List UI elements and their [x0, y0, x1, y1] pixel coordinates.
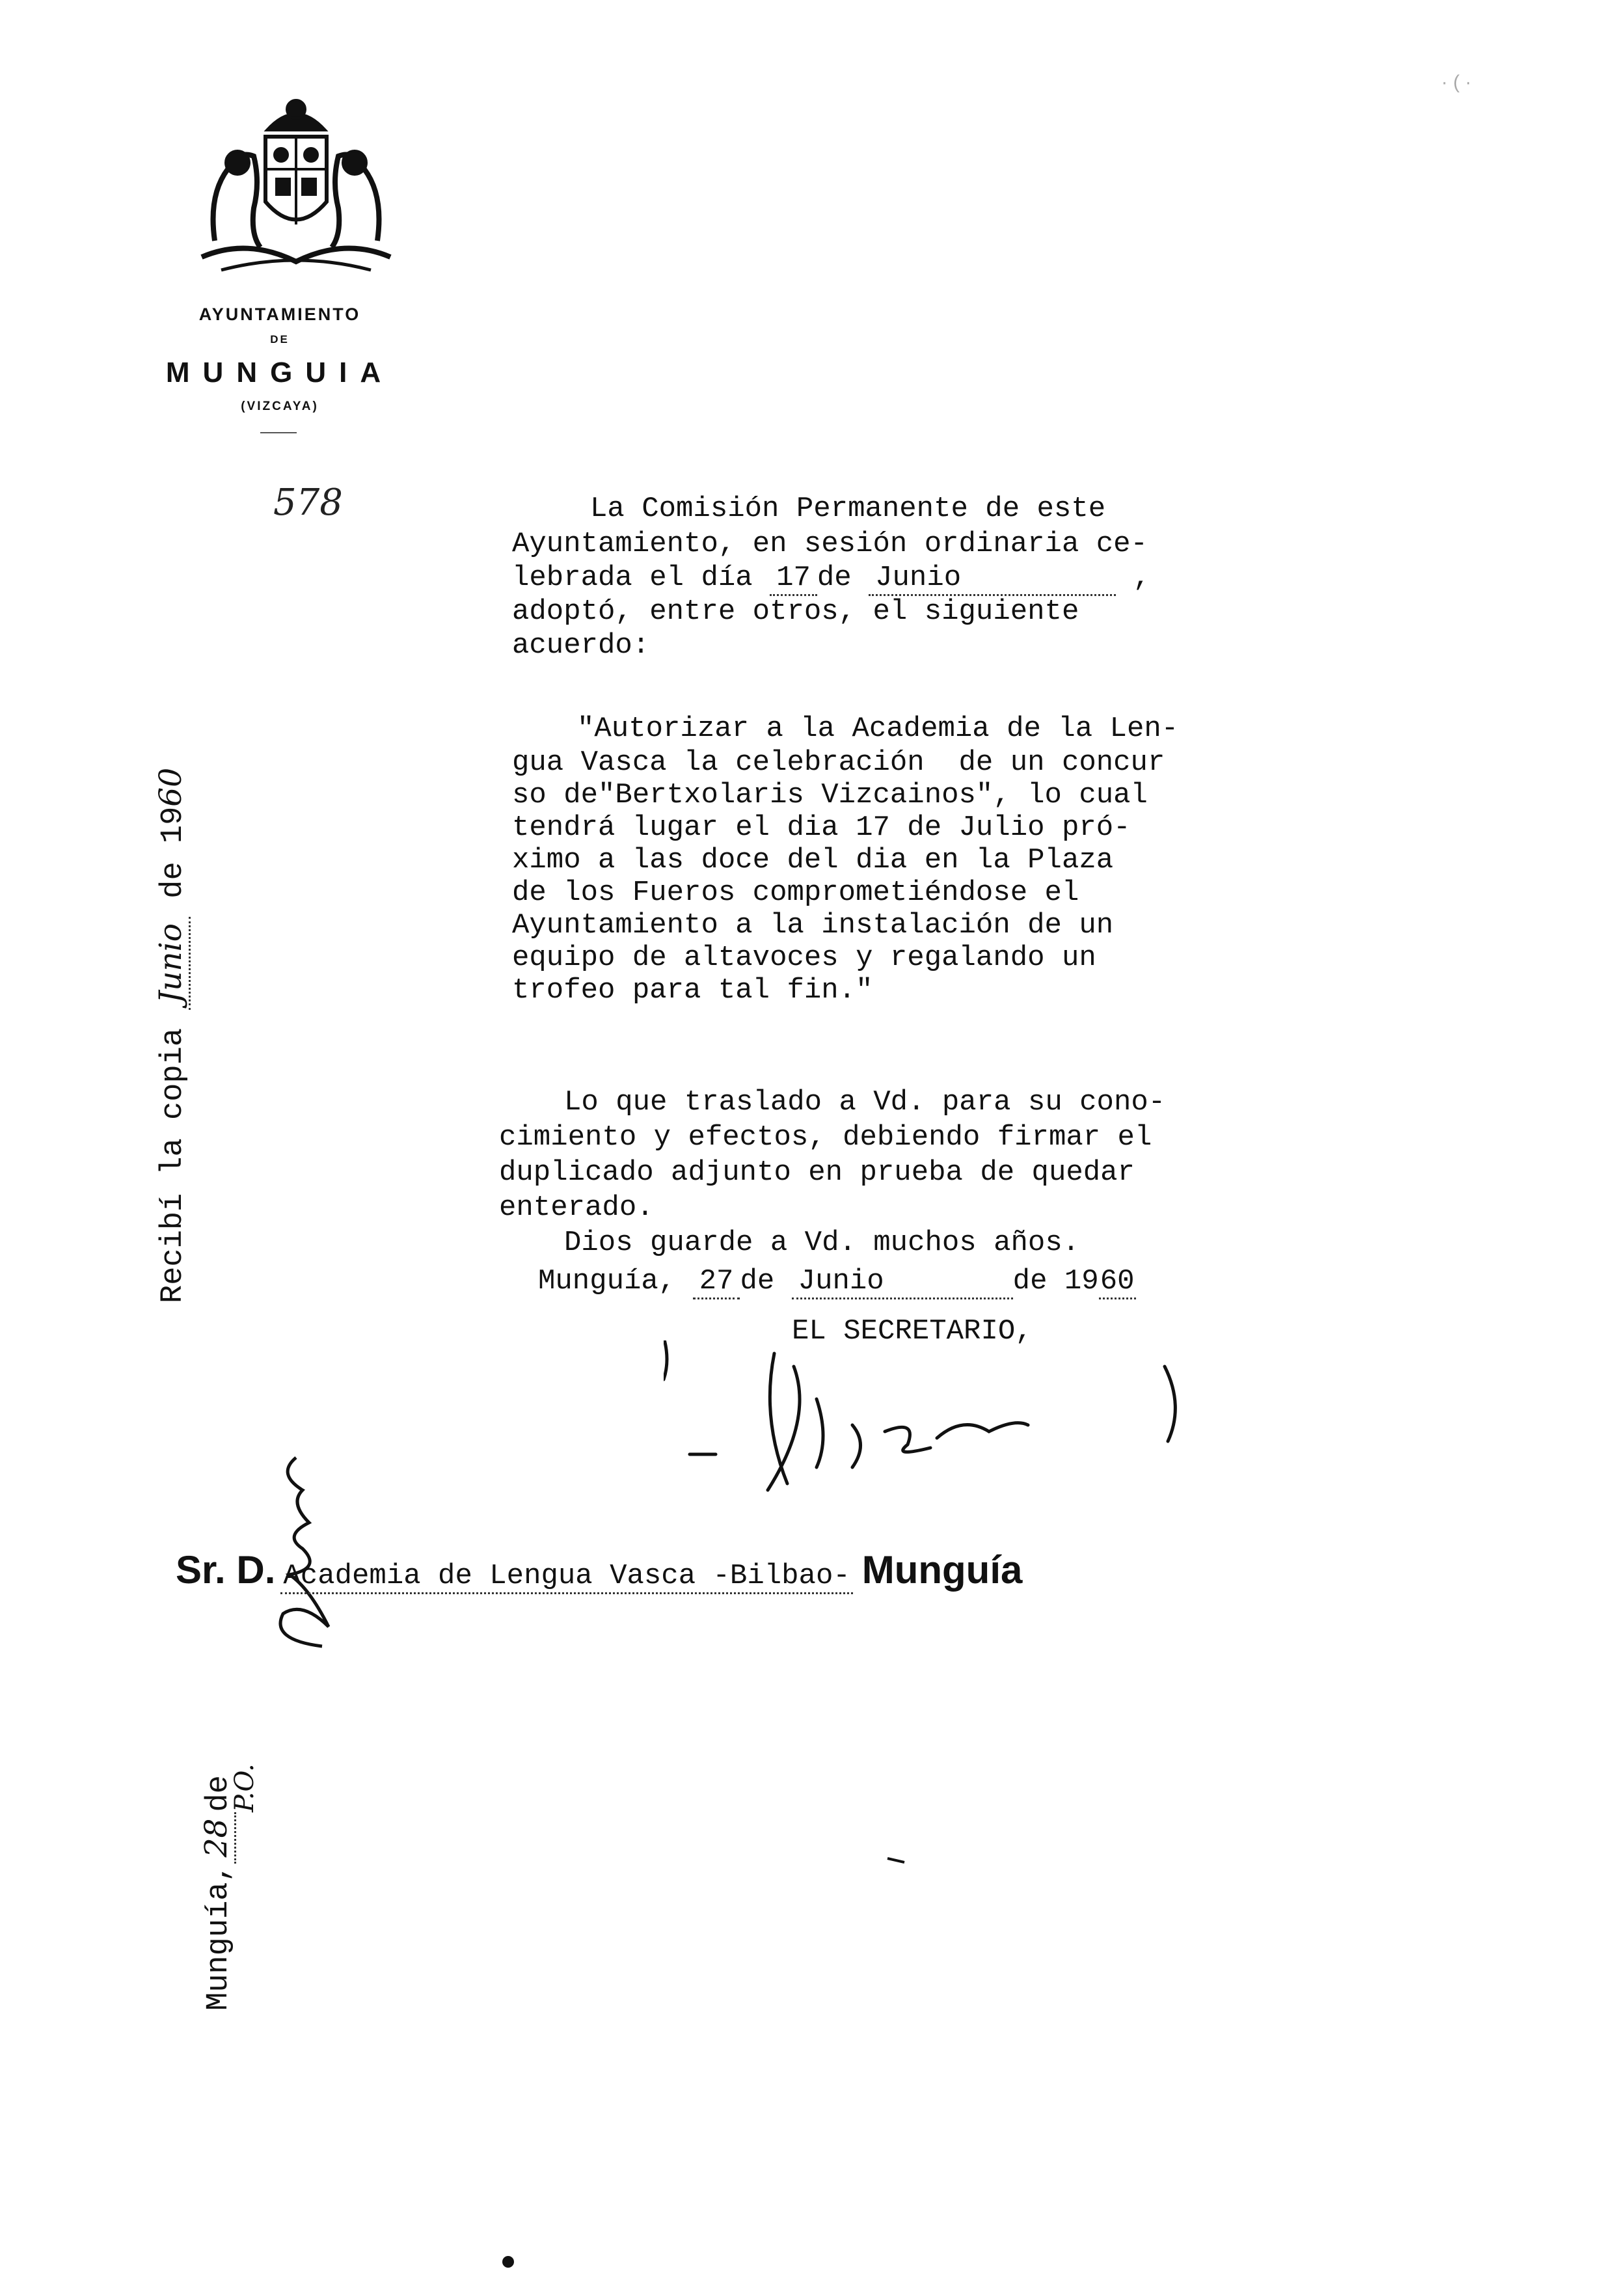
- reference-number: 578: [273, 482, 343, 524]
- agreement-line: so de"Bertxolaris Vizcainos", lo cual: [512, 779, 1148, 811]
- agreement-line: gua Vasca la celebración de un concur: [512, 746, 1165, 779]
- addressee-city: Munguía: [861, 1548, 1023, 1592]
- receipt-line-1: Recibí la copia Junio de 1960: [153, 767, 191, 1303]
- agreement-line: tendrá lugar el dia 17 de Julio pró-: [512, 811, 1131, 844]
- intro-line-5: acuerdo:: [512, 629, 650, 662]
- intro-line-2: Ayuntamiento, en sesión ordinaria ce-: [512, 528, 1148, 560]
- date-line: Munguía, 27 de Junio de 1960: [538, 1265, 1136, 1299]
- date-year-suffix: 60: [1099, 1265, 1136, 1299]
- punch-dot: [502, 2256, 514, 2268]
- closing-line-3: duplicado adjunto en prueba de quedar: [499, 1156, 1135, 1189]
- closing-line-5: Dios guarde a Vd. muchos años.: [564, 1227, 1080, 1259]
- letterhead-ayuntamiento: AYUNTAMIENTO: [198, 305, 361, 324]
- agreement-line: equipo de altavoces y regalando un: [512, 942, 1096, 974]
- closing-line-4: enterado.: [499, 1191, 654, 1224]
- addressee-name: Academia de Lengua Vasca -Bilbao-: [280, 1560, 852, 1594]
- session-month: Junio: [869, 562, 1116, 596]
- agreement-line: trofeo para tal fin.": [512, 974, 873, 1007]
- date-month: Junio: [792, 1265, 1013, 1299]
- corner-mark: · ( ·: [1441, 72, 1472, 93]
- receipt-year-suffix: 60: [153, 767, 189, 807]
- letterhead-rule: [260, 432, 297, 433]
- signer-title: EL SECRETARIO,: [792, 1315, 1033, 1348]
- closing-line-1: Lo que traslado a Vd. para su cono-: [564, 1086, 1166, 1119]
- receipt-line-2: Munguía,28de: [198, 1775, 236, 2011]
- agreement-line: "Autorizar a la Academia de la Len-: [577, 713, 1179, 745]
- addressee-title: Sr. D.: [176, 1548, 276, 1592]
- stray-mark-icon: [886, 1856, 906, 1864]
- receipt-po: P.O.: [230, 1763, 260, 1812]
- intro-line-4: adoptó, entre otros, el siguiente: [512, 595, 1079, 628]
- handwritten-signature-icon: [664, 1340, 1236, 1510]
- letterhead-municipality: MUNGUIA: [165, 357, 394, 388]
- agreement-line: Ayuntamiento a la instalación de un: [512, 909, 1114, 942]
- closing-line-2: cimiento y efectos, debiendo firmar el: [499, 1121, 1152, 1154]
- agreement-line: ximo a las doce del dia en la Plaza: [512, 844, 1114, 876]
- date-day: 27: [693, 1265, 740, 1299]
- receipt-month: Junio: [153, 917, 191, 1010]
- agreement-line: de los Fueros comprometiéndose el: [512, 876, 1079, 909]
- intro-line-3: lebrada el día 17 de Junio ,: [512, 562, 1150, 596]
- letterhead-province: (VIZCAYA): [241, 400, 319, 413]
- intro-line-1: La Comisión Permanente de este: [590, 493, 1106, 525]
- letterhead-de: DE: [270, 333, 290, 346]
- coat-of-arms-icon: [189, 91, 403, 280]
- addressee-line: [176, 1547, 1022, 1592]
- session-day: 17: [770, 562, 817, 596]
- receipt-day: 28: [198, 1812, 236, 1864]
